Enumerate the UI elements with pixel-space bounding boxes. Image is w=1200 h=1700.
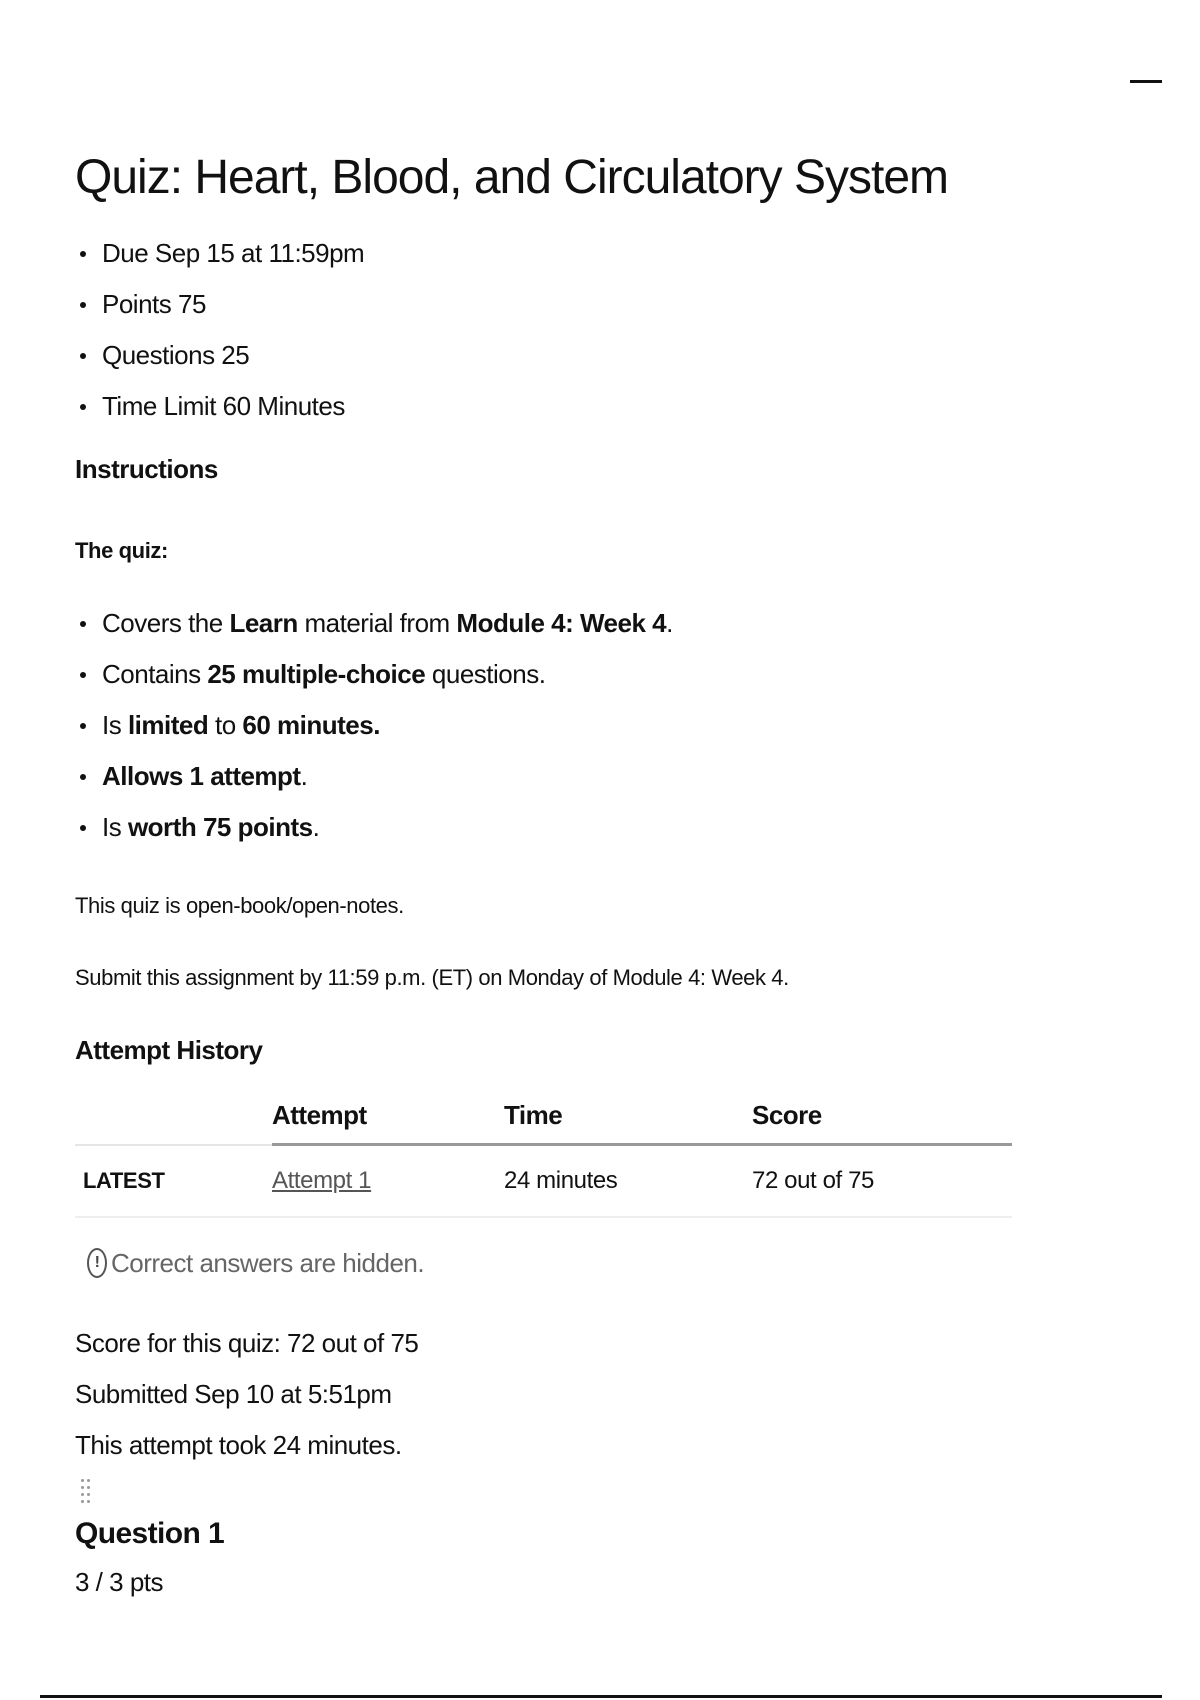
rule-text: Is: [102, 812, 128, 842]
attempt-link[interactable]: Attempt 1: [272, 1167, 372, 1194]
attempt-summary: [75, 1318, 1015, 1471]
question-title: Question 1: [75, 1517, 225, 1550]
table-header-time: Time: [504, 1087, 752, 1145]
rule-text: Contains: [102, 659, 208, 689]
meta-time-limit: Time Limit 60 Minutes: [75, 381, 1015, 432]
duration-summary: This attempt took 24 minutes.: [75, 1430, 402, 1460]
rule-bold-text: 25 multiple-choice: [207, 659, 426, 689]
instructions-subheading: The quiz:: [75, 538, 168, 563]
correct-answers-hidden-note: [87, 1246, 1015, 1280]
score-cell: 72 out of 75: [752, 1145, 1012, 1218]
open-book-note: This quiz is open-book/open-notes.: [75, 893, 404, 918]
meta-points: Points 75: [75, 279, 1015, 330]
latest-label: LATEST: [75, 1145, 272, 1218]
instruction-rule: [75, 802, 1015, 853]
rule-text: .: [666, 608, 673, 638]
table-header-score: Score: [752, 1087, 1012, 1145]
table-header-blank: [75, 1087, 272, 1145]
page-title: Quiz: Heart, Blood, and Circulatory System: [75, 151, 949, 204]
info-icon: !: [87, 1248, 107, 1278]
attempt-history-heading: Attempt History: [75, 1035, 263, 1065]
rule-bold-text: Allows 1 attempt: [102, 761, 301, 791]
table-header-attempt: Attempt: [272, 1087, 504, 1145]
instructions-rules-list: [75, 598, 1015, 853]
time-cell: 24 minutes: [504, 1145, 752, 1218]
rule-text: questions.: [425, 659, 546, 689]
rule-text: .: [300, 761, 308, 791]
instruction-rule: [75, 751, 1015, 802]
table-header-row: [75, 1087, 1012, 1145]
minimize-icon[interactable]: [1130, 80, 1162, 83]
rule-text: Is: [102, 710, 128, 740]
rule-bold-text: Module 4: Week 4: [456, 608, 667, 638]
drag-handle-icon[interactable]: [81, 1479, 91, 1503]
instruction-rule: [75, 598, 1015, 649]
submit-deadline-note: Submit this assignment by 11:59 p.m. (ET) on Monday of Module 4: Week 4.: [75, 965, 789, 990]
table-row: [75, 1145, 1012, 1218]
rule-text: to: [208, 710, 243, 740]
question-points: 3 / 3 pts: [75, 1567, 163, 1597]
rule-bold-text: Learn: [229, 608, 298, 638]
hidden-note-text: Correct answers are hidden.: [111, 1248, 425, 1278]
meta-questions: Questions 25: [75, 330, 1015, 381]
instruction-rule: [75, 649, 1015, 700]
attempt-history-table: [75, 1087, 1012, 1218]
meta-due: Due Sep 15 at 11:59pm: [75, 228, 1015, 279]
bottom-divider: [40, 1695, 1162, 1698]
instruction-rule: [75, 700, 1015, 751]
instructions-heading: Instructions: [75, 454, 218, 484]
submitted-summary: Submitted Sep 10 at 5:51pm: [75, 1379, 392, 1409]
rule-bold-text: limited: [127, 710, 209, 740]
rule-text: .: [312, 812, 320, 842]
rule-bold-text: worth 75 points: [127, 812, 313, 842]
rule-text: Covers the: [102, 608, 230, 638]
quiz-content: [75, 150, 1015, 1599]
rule-bold-text: 60 minutes.: [242, 710, 380, 740]
score-summary: Score for this quiz: 72 out of 75: [75, 1328, 419, 1358]
rule-text: material from: [297, 608, 457, 638]
attempt-cell: [272, 1145, 504, 1218]
quiz-meta-list: [75, 228, 1015, 432]
